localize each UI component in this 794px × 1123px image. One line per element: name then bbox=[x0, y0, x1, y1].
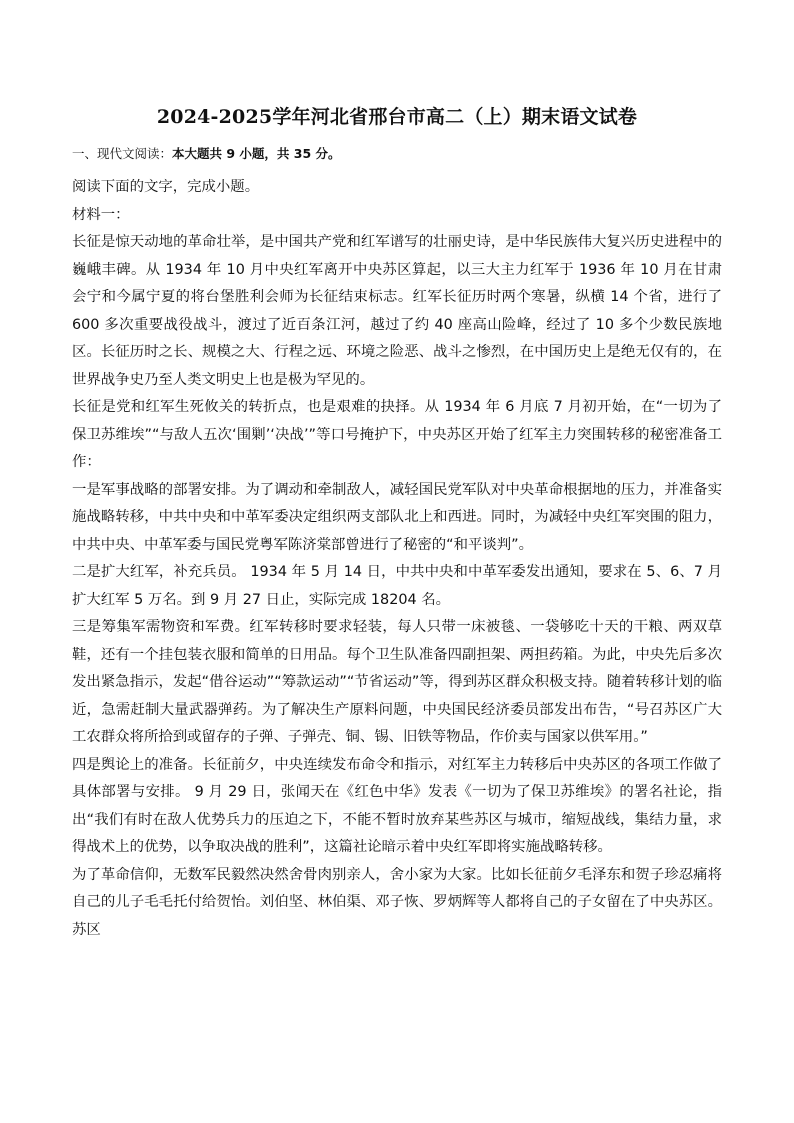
passage-paragraph: 长征是党和红军生死攸关的转折点，也是艰难的抉择。从 1934 年 6 月底 7 月初开始，在“一切为了保卫苏维埃”“与敌人五次‘围剿’‘决战’”等口号掩护下，中央苏区开始了红军主力突围转移的秘密准备工作： bbox=[72, 399, 722, 470]
section-number: 一、现代文阅读： bbox=[72, 146, 173, 161]
passage-paragraph: 二是扩大红军，补充兵员。 1934 年 5 月 14 日，中共中央和中革军委发出通知，要求在 5、6、7 月扩大红军 5 万名。到 9 月 27 日止，实际完成 18204 名。 bbox=[72, 564, 722, 608]
passage-paragraph: 三是筹集军需物资和军费。红军转移时要求轻装，每人只带一床被毯、一袋够吃十天的干粮、两双草鞋，还有一个挂包装衣服和简单的日用品。每个卫生队准备四副担架、两担药箱。为此，中央先后多次发出紧急指示，发起“借谷运动”“筹款运动”“节省运动”等，得到苏区群众积极支持。随着转移计划的临近，急需赶制大量武器弹药。为了解决生产原料问题，中央国民经济委员部发出布告，“号召苏区广大工农群众将所拾到或留存的子弹、子弹壳、铜、锡、旧铁等物品，作价卖与国家以供军用。” bbox=[72, 619, 722, 745]
passage-paragraph: 为了革命信仰，无数军民毅然决然舍骨肉别亲人，舍小家为大家。比如长征前夕毛泽东和贺子珍忍痛将自己的儿子毛毛托付给贺怡。刘伯坚、林伯渠、邓子恢、罗炳辉等人都将自己的子女留在了中央苏区。苏区 bbox=[72, 866, 722, 938]
reading-passage bbox=[72, 174, 722, 944]
passage-paragraph: 四是舆论上的准备。长征前夕，中央连续发布命令和指示，对红军主力转移后中央苏区的各项工作做了具体部署与安排。 9 月 29 日，张闻天在《红色中华》发表《一切为了保卫苏维埃》的署名社论，指出“我们有时在敌人优势兵力的压迫之下，不能不暂时放弃某些苏区与城市，缩短战线，集结力量，求得战术上的优势，以争取决战的胜利”，这篇社论暗示着中央红军即将实施战略转移。 bbox=[72, 756, 722, 855]
material-label: 材料一： bbox=[72, 206, 130, 223]
passage-paragraph: 长征是惊天动地的革命壮举，是中国共产党和红军谱写的壮丽史诗，是中华民族伟大复兴历史进程中的巍峨丰碑。从 1934 年 10 月中央红军离开中央苏区算起，以三大主力红军于 1936 年 10 月在甘肃会宁和今属宁夏的将台堡胜利会师为长征结束标志。红军长征历时两个寒暑，纵横 14 个省，进行了 600 多次重要战役战斗，渡过了近百条江河，越过了约 40 座高山险峰，经过了 10 多个少数民族地区。长征历时之长、规模之大、行程之远、环境之险恶、战斗之惨烈，在中国历史上是绝无仅有的，在世界战争史乃至人类文明史上也是极为罕见的。 bbox=[72, 234, 722, 388]
instruction-paragraph: 阅读下面的文字，完成小题。 bbox=[72, 179, 260, 195]
passage-paragraph: 一是军事战略的部署安排。为了调动和牵制敌人，减轻国民党军队对中央革命根据地的压力，并准备实施战略转移，中共中央和中革军委决定组织两支部队北上和西进。同时，为减轻中央红军突围的阻力，中共中央、中革军委与国民党粤军陈济棠部曾进行了秘密的“和平谈判”。 bbox=[72, 481, 722, 553]
section-description: 本大题共 9 小题，共 35 分。 bbox=[172, 146, 341, 161]
document-title: 2024-2025学年河北省邢台市高二（上）期末语文试卷 bbox=[156, 106, 638, 128]
section-heading bbox=[72, 145, 341, 163]
